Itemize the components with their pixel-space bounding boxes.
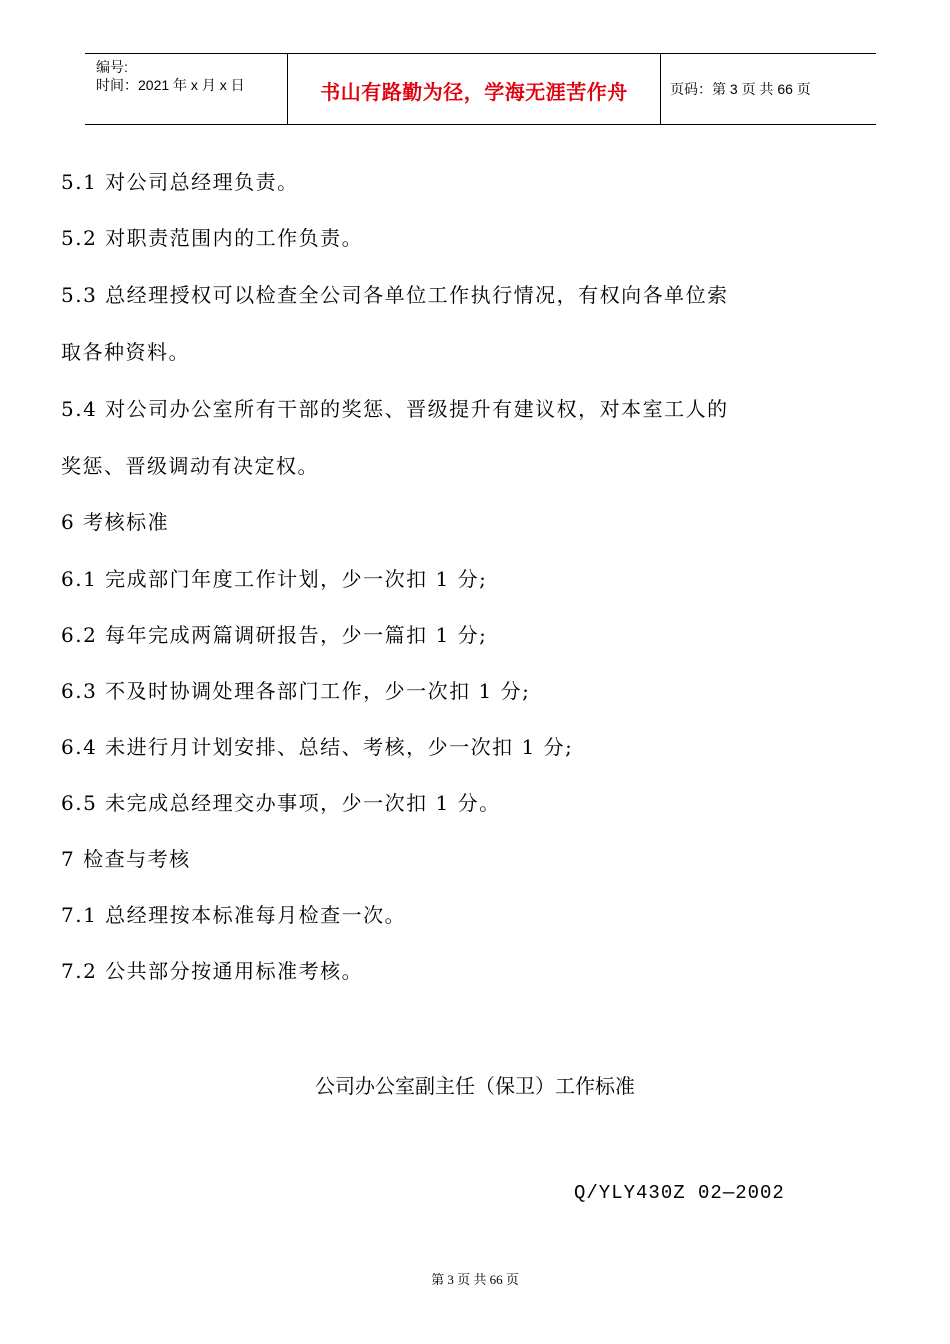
paragraph: 取各种资料。 (61, 340, 190, 364)
paragraph: 6.4 未进行月计划安排、总结、考核，少一次扣 1 分; (61, 735, 574, 759)
paragraph: 6.5 未完成总经理交办事项，少一次扣 1 分。 (61, 791, 501, 815)
section-heading: 7 检查与考核 (61, 847, 191, 871)
page-footer: 第 3 页 共 66 页 (431, 1272, 519, 1287)
section-heading: 6 考核标准 (61, 510, 170, 534)
standard-title: 公司办公室副主任（保卫）工作标准 (315, 1074, 635, 1098)
paragraph: 6.3 不及时协调处理各部门工作，少一次扣 1 分; (61, 679, 531, 703)
paragraph: 7.2 公共部分按通用标准考核。 (61, 959, 364, 983)
document-number-label: 编号: (96, 59, 128, 75)
header-page-cell (661, 54, 876, 124)
paragraph: 6.2 每年完成两篇调研报告，少一篇扣 1 分; (61, 623, 488, 647)
paragraph: 奖惩、晋级调动有决定权。 (61, 454, 319, 478)
standard-code: Q/YLY430Z 02—2002 (574, 1182, 785, 1204)
paragraph: 5.4 对公司办公室所有干部的奖惩、晋级提升有建议权，对本室工人的 (61, 397, 729, 421)
paragraph: 5.1 对公司总经理负责。 (61, 170, 299, 194)
page-number: 页码：第 3 页 共 66 页 (670, 81, 811, 97)
header-meta-cell (85, 54, 288, 124)
paragraph: 5.2 对职责范围内的工作负责。 (61, 226, 364, 250)
header-motto-cell (288, 54, 661, 124)
paragraph: 7.1 总经理按本标准每月检查一次。 (61, 903, 407, 927)
paragraph: 5.3 总经理授权可以检查全公司各单位工作执行情况，有权向各单位索 (61, 283, 729, 307)
paragraph: 6.1 完成部门年度工作计划，少一次扣 1 分; (61, 567, 488, 591)
page-header (85, 53, 876, 125)
motto: 书山有路勤为径，学海无涯苦作舟 (320, 80, 628, 104)
document-date: 时间：2021 年 x 月 x 日 (96, 77, 245, 93)
